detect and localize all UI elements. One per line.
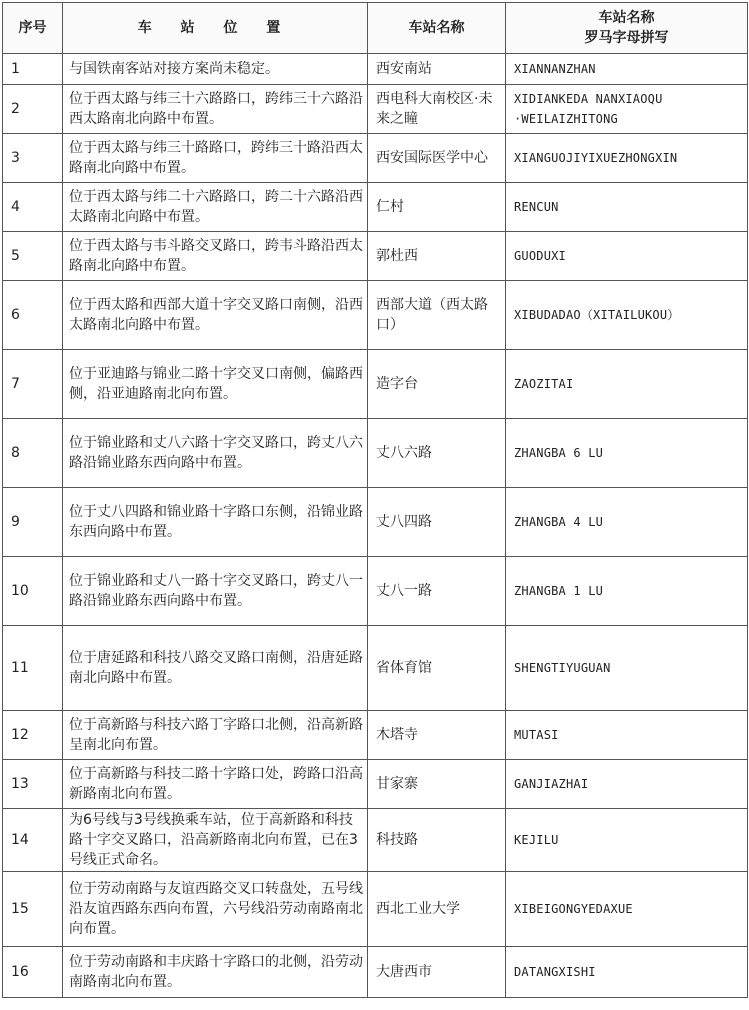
table-row [3, 626, 748, 711]
table-row [3, 281, 748, 350]
table-row [3, 760, 748, 809]
station-location: 位于劳动南路与友谊西路交叉口转盘处，五号线沿友谊西路东西向布置，六号线沿劳动南路南北向布置。 [63, 872, 368, 947]
table-row [3, 54, 748, 85]
station-location: 为6号线与3号线换乘车站，位于高新路和科技路十字交叉路口，沿高新路南北向布置，已在3号线正式命名。 [63, 809, 368, 872]
station-roman: GANJIAZHAI [506, 760, 748, 809]
station-roman: ZHANGBA 6 LU [506, 419, 748, 488]
table-row [3, 419, 748, 488]
station-location: 与国铁南客站对接方案尚未稳定。 [63, 54, 368, 85]
station-roman: XIBEIGONGYEDAXUE [506, 872, 748, 947]
station-location: 位于锦业路和丈八六路十字交叉路口，跨丈八六路沿锦业路东西向路中布置。 [63, 419, 368, 488]
row-index: 10 [3, 557, 63, 626]
station-location: 位于唐延路和科技八路交叉路口南侧，沿唐延路南北向路中布置。 [63, 626, 368, 711]
station-name: 仁村 [368, 183, 506, 232]
row-index: 9 [3, 488, 63, 557]
station-name: 丈八四路 [368, 488, 506, 557]
row-index: 12 [3, 711, 63, 760]
row-index: 14 [3, 809, 63, 872]
row-index: 1 [3, 54, 63, 85]
header-roman-line1: 车站名称 [598, 10, 655, 26]
station-location: 位于西太路和西部大道十字交叉路口南侧，沿西太路南北向路中布置。 [63, 281, 368, 350]
row-index: 6 [3, 281, 63, 350]
station-location: 位于西太路与纬三十六路路口，跨纬三十六路沿西太路南北向路中布置。 [63, 85, 368, 134]
table-row [3, 872, 748, 947]
station-roman: DATANGXISHI [506, 947, 748, 998]
table-row [3, 947, 748, 998]
row-index: 13 [3, 760, 63, 809]
station-name: 甘家寨 [368, 760, 506, 809]
station-name: 木塔寺 [368, 711, 506, 760]
station-name: 大唐西市 [368, 947, 506, 998]
station-roman: KEJILU [506, 809, 748, 872]
station-name: 西部大道（西太路口） [368, 281, 506, 350]
station-name: 丈八一路 [368, 557, 506, 626]
station-roman: MUTASI [506, 711, 748, 760]
header-index: 序号 [3, 3, 63, 54]
header-roman [506, 3, 748, 54]
station-name: 郭杜西 [368, 232, 506, 281]
station-name: 西电科大南校区·未来之瞳 [368, 85, 506, 134]
station-location: 位于丈八四路和锦业路十字路口东侧，沿锦业路东西向路中布置。 [63, 488, 368, 557]
station-roman: ZHANGBA 1 LU [506, 557, 748, 626]
station-location: 位于西太路与纬三十路路口，跨纬三十路沿西太路南北向路中布置。 [63, 134, 368, 183]
station-roman: GUODUXI [506, 232, 748, 281]
header-name: 车站名称 [368, 3, 506, 54]
station-location: 位于亚迪路与锦业二路十字交叉口南侧，偏路西侧，沿亚迪路南北向布置。 [63, 350, 368, 419]
row-index: 4 [3, 183, 63, 232]
station-name: 造字台 [368, 350, 506, 419]
station-location: 位于锦业路和丈八一路十字交叉路口，跨丈八一路沿锦业路东西向路中布置。 [63, 557, 368, 626]
row-index: 7 [3, 350, 63, 419]
station-name: 西安国际医学中心 [368, 134, 506, 183]
row-index: 2 [3, 85, 63, 134]
station-roman: XIDIANKEDA NANXIAOQU ·WEILAIZHITONG [506, 85, 748, 134]
table-row [3, 85, 748, 134]
header-roman-line2: 罗马字母拼写 [584, 30, 669, 46]
station-roman: XIBUDADAO（XITAILUKOU） [506, 281, 748, 350]
table-row [3, 350, 748, 419]
table-header-row [3, 3, 748, 54]
station-location: 位于西太路与纬二十六路路口，跨二十六路沿西太路南北向路中布置。 [63, 183, 368, 232]
station-roman: ZAOZITAI [506, 350, 748, 419]
station-name: 西北工业大学 [368, 872, 506, 947]
station-location: 位于劳动南路和丰庆路十字路口的北侧，沿劳动南路南北向布置。 [63, 947, 368, 998]
station-roman: RENCUN [506, 183, 748, 232]
station-location: 位于高新路与科技六路丁字路口北侧，沿高新路呈南北向布置。 [63, 711, 368, 760]
station-roman: SHENGTIYUGUAN [506, 626, 748, 711]
station-location: 位于高新路与科技二路十字路口处，跨路口沿高新路南北向布置。 [63, 760, 368, 809]
table-row [3, 134, 748, 183]
table-row [3, 711, 748, 760]
row-index: 15 [3, 872, 63, 947]
row-index: 3 [3, 134, 63, 183]
table-row [3, 232, 748, 281]
station-name: 科技路 [368, 809, 506, 872]
station-roman: ZHANGBA 4 LU [506, 488, 748, 557]
station-roman: XIANNANZHAN [506, 54, 748, 85]
station-table [2, 2, 748, 998]
row-index: 5 [3, 232, 63, 281]
station-roman: XIANGUOJIYIXUEZHONGXIN [506, 134, 748, 183]
station-name: 丈八六路 [368, 419, 506, 488]
table-row [3, 183, 748, 232]
table-row [3, 557, 748, 626]
table-row [3, 488, 748, 557]
station-location: 位于西太路与韦斗路交叉路口，跨韦斗路沿西太路南北向路中布置。 [63, 232, 368, 281]
row-index: 8 [3, 419, 63, 488]
station-name: 西安南站 [368, 54, 506, 85]
table-row [3, 809, 748, 872]
header-location: 车 站 位 置 [63, 3, 368, 54]
row-index: 11 [3, 626, 63, 711]
station-name: 省体育馆 [368, 626, 506, 711]
row-index: 16 [3, 947, 63, 998]
